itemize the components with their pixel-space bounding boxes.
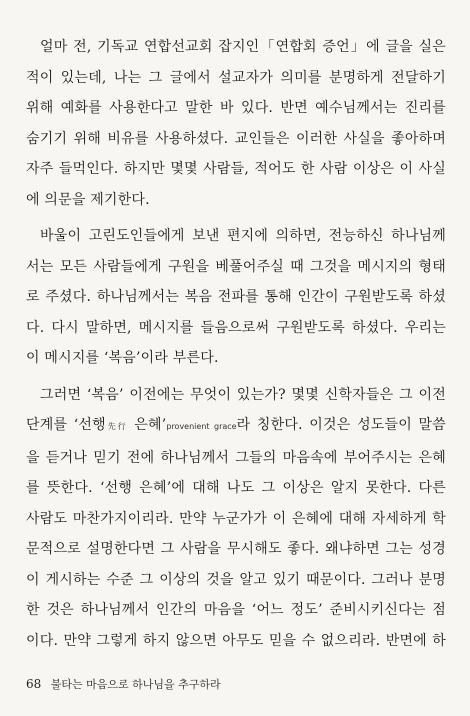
page-footer <box>26 676 221 692</box>
text-line: 이다. 만약 그렇게 하지 않으면 아무도 믿을 수 없으리라. 반면에 하 <box>26 632 446 649</box>
text-line: 이 게시하는 수준 그 이상의 것을 알고 있기 때문이다. 그러나 분명 <box>26 571 446 588</box>
hanja-gloss: 先行 <box>105 422 128 431</box>
paragraph-3 <box>26 380 446 657</box>
english-gloss: provenient grace <box>166 422 237 431</box>
text-line: 를 뜻한다. ‘선행 은혜’에 대해 나도 그 이상은 알지 못한다. 다른 <box>26 480 446 496</box>
text-line: 서는 모든 사람들에게 구원을 베풀어주실 때 그것을 메시지의 형태 <box>26 258 446 275</box>
text-line: 문적으로 설명한다면 그 사람을 무시해도 좋다. 왜냐하면 그는 성경 <box>26 541 446 557</box>
text-line: 적이 있는데, 나는 그 글에서 설교자가 의미를 분명하게 전달하기 <box>26 69 446 86</box>
text-line-with-gloss <box>26 410 446 443</box>
text-line: 이 메시지를 ‘복음’이라 부른다. <box>26 350 219 366</box>
book-title: 불타는 마음으로 하나님을 추구하라 <box>50 678 221 691</box>
text-line: 바울이 고린도인들에게 보낸 편지에 의하면, 전능하신 하나님께 <box>40 228 446 244</box>
text-line: 에 의문을 제기한다. <box>26 191 150 208</box>
text-line: 을 듣거나 믿기 전에 하나님께서 그들의 마음속에 부어주시는 은혜 <box>26 449 446 466</box>
text-line: 자주 들먹인다. 하지만 몇몇 사람들, 적어도 한 사람 이상은 이 사실 <box>26 161 446 177</box>
paragraph-2 <box>26 221 446 374</box>
paragraph-1 <box>26 32 446 215</box>
text-line: 다. 다시 말하면, 메시지를 들음으로써 구원받도록 하셨다. 우리는 <box>26 319 446 336</box>
page-number: 68 <box>26 677 42 691</box>
text-line: 로 주셨다. 하나님께서는 복음 전파를 통해 인간이 구원받도록 하셨 <box>26 289 446 305</box>
text-segment: 단계를 ‘선행 <box>26 417 106 433</box>
body-text <box>26 32 446 662</box>
text-segment: 은혜’ <box>127 417 167 433</box>
text-segment: 라 칭한다. 이것은 성도들이 말씀 <box>236 417 446 433</box>
text-line: 숨기기 위해 비유를 사용하셨다. 교인들은 이러한 사실을 좋아하며 <box>26 130 446 147</box>
text-line: 얼마 전, 기독교 연합선교회 잡지인「연합회 증언」에 글을 실은 <box>40 39 446 55</box>
text-line: 위해 예화를 사용한다고 말한 바 있다. 반면 예수님께서는 진리를 <box>26 100 446 116</box>
text-line: 한 것은 하나님께서 인간의 마음을 ‘어느 정도’ 준비시키신다는 점 <box>26 602 446 618</box>
text-line: 그러면 ‘복음’ 이전에는 무엇이 있는가? 몇몇 신학자들은 그 이전 <box>40 386 446 403</box>
text-line: 사람도 마찬가지이리라. 만약 누군가가 이 은혜에 대해 자세하게 학 <box>26 510 446 527</box>
